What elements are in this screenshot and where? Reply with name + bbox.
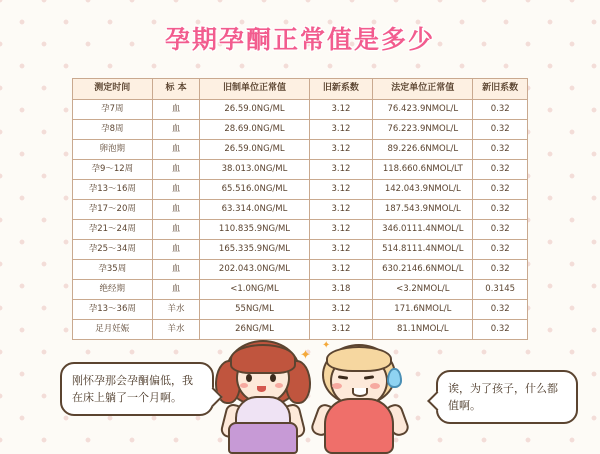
cell-si-unit: 76.223.9NMOL/L [373,119,473,139]
cell-new-old-factor: 0.32 [473,199,528,219]
cell-new-old-factor: 0.32 [473,259,528,279]
cell-time: 绝经期 [73,279,153,299]
table-row [73,99,528,119]
cell-old-new-factor: 3.12 [309,119,373,139]
torso [324,398,394,454]
character-girl-pink-dress [215,338,311,450]
cell-si-unit: 630.2146.6NMOL/L [373,259,473,279]
cell-specimen: 羊水 [152,299,200,319]
cell-new-old-factor: 0.32 [473,159,528,179]
cell-old-unit: 165.335.9NG/ML [200,239,309,259]
sparkle-icon: ✦ [300,348,311,363]
mouth [257,386,266,392]
mouth [352,388,368,397]
column-header-time: 测定时间 [73,79,153,100]
cell-specimen: 羊水 [152,319,200,339]
cell-old-unit: 26NG/ML [200,319,309,339]
cell-specimen: 血 [152,279,200,299]
cell-time: 孕13～16周 [73,179,153,199]
cell-time: 孕7周 [73,99,153,119]
eye-right [270,374,276,382]
progesterone-table [72,78,528,340]
cheek-right [370,383,380,389]
cell-old-new-factor: 3.12 [309,179,373,199]
cell-new-old-factor: 0.32 [473,319,528,339]
cheek-left [240,383,248,388]
column-header-old-unit-normal: 旧制单位正常值 [200,79,309,100]
cell-specimen: 血 [152,199,200,219]
cell-specimen: 血 [152,139,200,159]
cell-old-unit: 26.59.0NG/ML [200,99,309,119]
cell-time: 孕17～20周 [73,199,153,219]
cell-new-old-factor: 0.32 [473,139,528,159]
cell-si-unit: 118.660.6NMOL/LT [373,159,473,179]
cell-old-unit: 63.314.0NG/ML [200,199,309,219]
cell-si-unit: 76.423.9NMOL/L [373,99,473,119]
cell-old-unit: <1.0NG/ML [200,279,309,299]
cell-specimen: 血 [152,219,200,239]
cell-specimen: 血 [152,119,200,139]
cell-new-old-factor: 0.32 [473,239,528,259]
cell-old-new-factor: 3.12 [309,299,373,319]
column-header-si-unit-normal: 法定单位正常值 [373,79,473,100]
cell-si-unit: 171.6NMOL/L [373,299,473,319]
progesterone-table-wrapper [72,78,528,340]
table-header-row [73,79,528,100]
cell-si-unit: 89.226.6NMOL/L [373,139,473,159]
speech-bubble-right: 诶，为了孩子，什么都值啊。 [436,370,578,424]
cell-new-old-factor: 0.32 [473,99,528,119]
cell-new-old-factor: 0.32 [473,219,528,239]
cell-old-new-factor: 3.18 [309,279,373,299]
cell-time: 卵泡期 [73,139,153,159]
table-row [73,199,528,219]
table-row [73,179,528,199]
cell-si-unit: 81.1NMOL/L [373,319,473,339]
cell-specimen: 血 [152,159,200,179]
table-row [73,159,528,179]
cell-specimen: 血 [152,99,200,119]
table-row [73,319,528,339]
cell-time: 孕21～24周 [73,219,153,239]
table-row [73,239,528,259]
cell-old-new-factor: 3.12 [309,199,373,219]
cell-si-unit: 187.543.9NMOL/L [373,199,473,219]
cell-old-unit: 202.043.0NG/ML [200,259,309,279]
character-girl-red-dress [310,340,410,450]
cell-old-unit: 55NG/ML [200,299,309,319]
cheek-left [332,383,342,389]
sweat-drop-icon [387,368,402,388]
cell-old-unit: 65.516.0NG/ML [200,179,309,199]
cell-si-unit: 142.043.9NMOL/L [373,179,473,199]
cell-si-unit: 346.0111.4NMOL/L [373,219,473,239]
cell-old-unit: 28.69.0NG/ML [200,119,309,139]
cell-old-new-factor: 3.12 [309,139,373,159]
cell-time: 孕13～36周 [73,299,153,319]
column-header-specimen: 标 本 [152,79,200,100]
sparkle-icon: ✦ [322,340,331,351]
table-row [73,259,528,279]
cheek-right [275,383,283,388]
cell-time: 孕9～12周 [73,159,153,179]
cell-time: 孕8周 [73,119,153,139]
table-row [73,139,528,159]
cell-new-old-factor: 0.3145 [473,279,528,299]
cell-old-unit: 26.59.0NG/ML [200,139,309,159]
table-row [73,119,528,139]
cell-specimen: 血 [152,179,200,199]
speech-bubble-left: 刚怀孕那会孕酮偏低，我在床上躺了一个月啊。 [60,362,214,416]
table-row [73,279,528,299]
cell-time: 孕35周 [73,259,153,279]
cell-time: 孕25～34周 [73,239,153,259]
cell-old-new-factor: 3.12 [309,99,373,119]
hair-bangs [230,344,296,374]
cell-specimen: 血 [152,259,200,279]
cell-si-unit: 514.8111.4NMOL/L [373,239,473,259]
cell-time: 足月妊娠 [73,319,153,339]
cell-old-new-factor: 3.12 [309,239,373,259]
skirt [228,422,298,454]
column-header-new-to-old-factor: 新旧系数 [473,79,528,100]
cell-old-new-factor: 3.12 [309,259,373,279]
cell-old-unit: 110.835.9NG/ML [200,219,309,239]
cell-old-new-factor: 3.12 [309,219,373,239]
page-title: 孕期孕酮正常值是多少 [164,25,435,54]
cell-old-unit: 38.013.0NG/ML [200,159,309,179]
cell-specimen: 血 [152,239,200,259]
cell-new-old-factor: 0.32 [473,119,528,139]
cell-new-old-factor: 0.32 [473,299,528,319]
table-body [73,99,528,339]
column-header-old-to-new-factor: 旧新系数 [309,79,373,100]
eye-left [246,374,252,382]
cell-new-old-factor: 0.32 [473,179,528,199]
table-row [73,219,528,239]
hair-bangs [326,346,392,372]
cell-old-new-factor: 3.12 [309,319,373,339]
table-row [73,299,528,319]
cell-si-unit: <3.2NMOL/L [373,279,473,299]
cell-old-new-factor: 3.12 [309,159,373,179]
